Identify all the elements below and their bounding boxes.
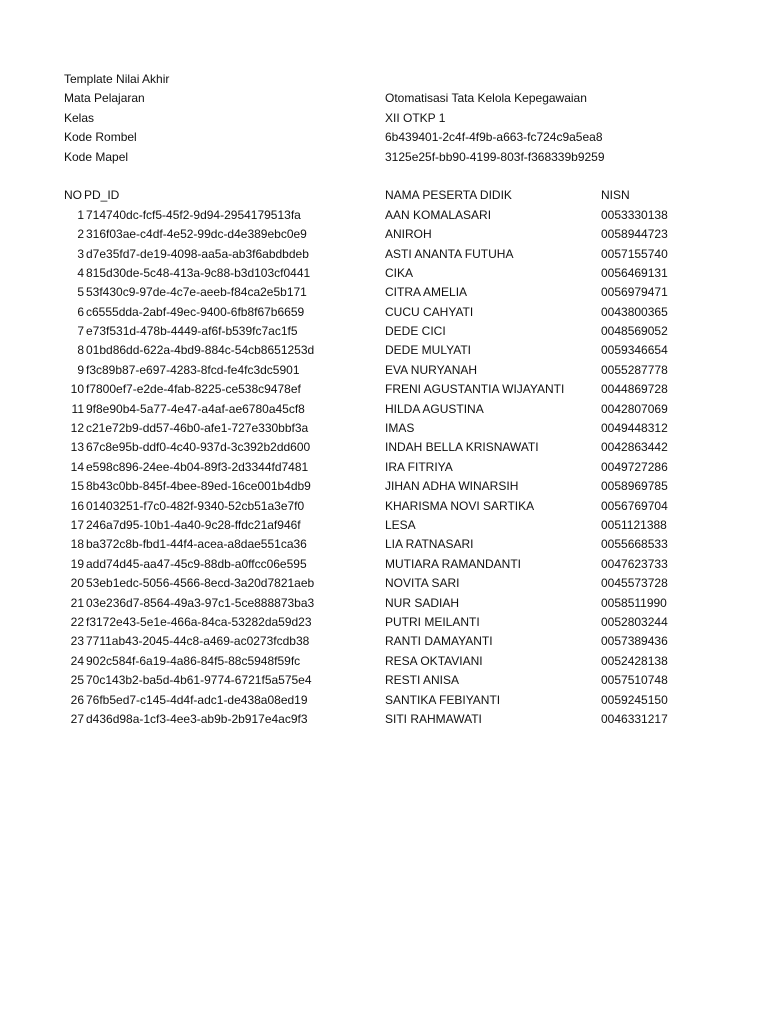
header-no: NO bbox=[64, 188, 82, 203]
cell-no: 2 bbox=[77, 227, 84, 242]
table-row bbox=[0, 341, 768, 360]
cell-student-name: HILDA AGUSTINA bbox=[385, 401, 484, 416]
cell-student-name: RESA OKTAVIANI bbox=[385, 653, 483, 668]
cell-student-name: MUTIARA RAMANDANTI bbox=[385, 556, 522, 571]
cell-pd-id: add74d45-aa47-45c9-88db-a0ffcc06e595 bbox=[86, 556, 307, 571]
cell-student-name: LESA bbox=[385, 517, 416, 532]
cell-no: 22 bbox=[70, 614, 84, 629]
meta-value: 6b439401-2c4f-4f9b-a663-fc724c9a5ea8 bbox=[385, 130, 603, 145]
table-row bbox=[0, 400, 768, 419]
document-title-row bbox=[0, 70, 768, 89]
cell-pd-id: c6555dda-2abf-49ec-9400-6fb8f67b6659 bbox=[86, 304, 305, 319]
cell-student-name: DEDE MULYATI bbox=[385, 343, 472, 358]
cell-student-name: LIA RATNASARI bbox=[385, 537, 474, 552]
cell-no: 18 bbox=[70, 537, 84, 552]
cell-student-name: PUTRI MEILANTI bbox=[385, 614, 480, 629]
cell-no: 15 bbox=[70, 479, 84, 494]
table-row bbox=[0, 516, 768, 535]
cell-nisn: 0057155740 bbox=[601, 246, 668, 261]
cell-no: 21 bbox=[70, 595, 84, 610]
table-row bbox=[0, 303, 768, 322]
meta-row-mapel-code bbox=[0, 148, 768, 167]
cell-student-name: IRA FITRIYA bbox=[385, 459, 453, 474]
table-row bbox=[0, 613, 768, 632]
cell-nisn: 0052803244 bbox=[601, 614, 668, 629]
cell-pd-id: 01403251-f7c0-482f-9340-52cb51a3e7f0 bbox=[86, 498, 305, 513]
cell-student-name: INDAH BELLA KRISNAWATI bbox=[385, 440, 539, 455]
cell-student-name: RANTI DAMAYANTI bbox=[385, 634, 493, 649]
cell-student-name: AAN KOMALASARI bbox=[385, 207, 492, 222]
cell-pd-id: 7711ab43-2045-44c8-a469-ac0273fcdb38 bbox=[86, 634, 310, 649]
cell-nisn: 0044869728 bbox=[601, 382, 668, 397]
cell-pd-id: 714740dc-fcf5-45f2-9d94-2954179513fa bbox=[86, 207, 301, 222]
cell-nisn: 0056769704 bbox=[601, 498, 668, 513]
table-row bbox=[0, 497, 768, 516]
cell-nisn: 0053330138 bbox=[601, 207, 668, 222]
cell-student-name: DEDE CICI bbox=[385, 324, 446, 339]
cell-student-name: NUR SADIAH bbox=[385, 595, 460, 610]
cell-no: 10 bbox=[70, 382, 84, 397]
cell-nisn: 0043800365 bbox=[601, 304, 668, 319]
cell-no: 20 bbox=[70, 576, 84, 591]
cell-nisn: 0058969785 bbox=[601, 479, 668, 494]
table-row bbox=[0, 710, 768, 729]
cell-student-name: IMAS bbox=[385, 421, 415, 436]
table-row bbox=[0, 438, 768, 457]
cell-no: 19 bbox=[70, 556, 84, 571]
cell-no: 7 bbox=[77, 324, 84, 339]
meta-value: XII OTKP 1 bbox=[385, 110, 446, 125]
cell-pd-id: 70c143b2-ba5d-4b61-9774-6721f5a575e4 bbox=[86, 673, 312, 688]
table-row bbox=[0, 574, 768, 593]
cell-student-name: ASTI ANANTA FUTUHA bbox=[385, 246, 514, 261]
cell-nisn: 0059245150 bbox=[601, 692, 668, 707]
table-row bbox=[0, 555, 768, 574]
cell-no: 4 bbox=[77, 265, 84, 280]
cell-no: 17 bbox=[70, 517, 84, 532]
cell-nisn: 0059346654 bbox=[601, 343, 668, 358]
cell-no: 16 bbox=[70, 498, 84, 513]
cell-no: 1 bbox=[77, 207, 84, 222]
cell-pd-id: f7800ef7-e2de-4fab-8225-ce538c9478ef bbox=[86, 382, 301, 397]
cell-nisn: 0042807069 bbox=[601, 401, 668, 416]
cell-student-name: FRENI AGUSTANTIA WIJAYANTI bbox=[385, 382, 565, 397]
meta-row-class bbox=[0, 109, 768, 128]
cell-pd-id: d7e35fd7-de19-4098-aa5a-ab3f6abdbdeb bbox=[86, 246, 309, 261]
table-row bbox=[0, 652, 768, 671]
cell-no: 11 bbox=[71, 401, 84, 416]
table-row bbox=[0, 380, 768, 399]
table-row bbox=[0, 361, 768, 380]
cell-pd-id: ba372c8b-fbd1-44f4-acea-a8dae551ca36 bbox=[86, 537, 307, 552]
cell-no: 23 bbox=[70, 634, 84, 649]
cell-pd-id: c21e72b9-dd57-46b0-afe1-727e330bbf3a bbox=[86, 421, 309, 436]
meta-label: Kode Rombel bbox=[64, 130, 137, 145]
cell-student-name: SANTIKA FEBIYANTI bbox=[385, 692, 501, 707]
cell-no: 24 bbox=[70, 653, 84, 668]
header-student-name: NAMA PESERTA DIDIK bbox=[385, 188, 512, 203]
meta-row-rombel-code bbox=[0, 128, 768, 147]
cell-nisn: 0057510748 bbox=[601, 673, 668, 688]
cell-nisn: 0052428138 bbox=[601, 653, 668, 668]
cell-pd-id: 8b43c0bb-845f-4bee-89ed-16ce001b4db9 bbox=[86, 479, 311, 494]
cell-no: 26 bbox=[70, 692, 84, 707]
table-row bbox=[0, 477, 768, 496]
cell-student-name: CUCU CAHYATI bbox=[385, 304, 474, 319]
table-row bbox=[0, 245, 768, 264]
cell-no: 6 bbox=[77, 304, 84, 319]
table-row bbox=[0, 225, 768, 244]
cell-no: 27 bbox=[70, 711, 84, 726]
cell-pd-id: f3172e43-5e1e-466a-84ca-53282da59d23 bbox=[86, 614, 312, 629]
cell-student-name: EVA NURYANAH bbox=[385, 362, 478, 377]
cell-pd-id: 815d30de-5c48-413a-9c88-b3d103cf0441 bbox=[86, 265, 311, 280]
meta-value: 3125e25f-bb90-4199-803f-f368339b9259 bbox=[385, 149, 605, 164]
cell-no: 9 bbox=[77, 362, 84, 377]
table-row bbox=[0, 535, 768, 554]
cell-pd-id: 902c584f-6a19-4a86-84f5-88c5948f59fc bbox=[86, 653, 301, 668]
cell-nisn: 0058511990 bbox=[601, 595, 667, 610]
table-row bbox=[0, 206, 768, 225]
cell-nisn: 0046331217 bbox=[601, 711, 668, 726]
document-sheet bbox=[0, 70, 768, 729]
table-row bbox=[0, 419, 768, 438]
cell-pd-id: 316f03ae-c4df-4e52-99dc-d4e389ebc0e9 bbox=[86, 227, 307, 242]
table-row bbox=[0, 671, 768, 690]
cell-pd-id: e73f531d-478b-4449-af6f-b539fc7ac1f5 bbox=[86, 324, 298, 339]
table-body bbox=[0, 206, 768, 730]
cell-pd-id: d436d98a-1cf3-4ee3-ab9b-2b917e4ac9f3 bbox=[86, 711, 308, 726]
table-row bbox=[0, 458, 768, 477]
cell-student-name: JIHAN ADHA WINARSIH bbox=[385, 479, 519, 494]
cell-pd-id: f3c89b87-e697-4283-8fcd-fe4fc3dc5901 bbox=[86, 362, 300, 377]
cell-no: 8 bbox=[77, 343, 84, 358]
cell-student-name: NOVITA SARI bbox=[385, 576, 460, 591]
cell-nisn: 0058944723 bbox=[601, 227, 668, 242]
cell-nisn: 0045573728 bbox=[601, 576, 668, 591]
cell-pd-id: 01bd86dd-622a-4bd9-884c-54cb8651253d bbox=[86, 343, 315, 358]
cell-pd-id: 67c8e95b-ddf0-4c40-937d-3c392b2dd600 bbox=[86, 440, 311, 455]
cell-nisn: 0055668533 bbox=[601, 537, 668, 552]
cell-student-name: CIKA bbox=[385, 265, 414, 280]
cell-nisn: 0051121388 bbox=[601, 517, 667, 532]
meta-row-subject bbox=[0, 89, 768, 108]
meta-label: Kode Mapel bbox=[64, 149, 129, 164]
cell-pd-id: 03e236d7-8564-49a3-97c1-5ce888873ba3 bbox=[86, 595, 315, 610]
table-row bbox=[0, 322, 768, 341]
cell-no: 13 bbox=[70, 440, 84, 455]
cell-nisn: 0055287778 bbox=[601, 362, 668, 377]
meta-label: Kelas bbox=[64, 110, 95, 125]
cell-nisn: 0049727286 bbox=[601, 459, 668, 474]
cell-no: 5 bbox=[77, 285, 84, 300]
cell-student-name: RESTI ANISA bbox=[385, 673, 460, 688]
cell-nisn: 0047623733 bbox=[601, 556, 668, 571]
cell-pd-id: 76fb5ed7-c145-4d4f-adc1-de438a08ed19 bbox=[86, 692, 308, 707]
table-row bbox=[0, 264, 768, 283]
cell-pd-id: e598c896-24ee-4b04-89f3-2d3344fd7481 bbox=[86, 459, 309, 474]
cell-pd-id: 53f430c9-97de-4c7e-aeeb-f84ca2e5b171 bbox=[86, 285, 307, 300]
header-nisn: NISN bbox=[601, 188, 630, 203]
cell-no: 12 bbox=[70, 421, 84, 436]
cell-nisn: 0049448312 bbox=[601, 421, 668, 436]
cell-nisn: 0048569052 bbox=[601, 324, 668, 339]
table-row bbox=[0, 594, 768, 613]
meta-label: Mata Pelajaran bbox=[64, 91, 145, 106]
table-row bbox=[0, 691, 768, 710]
meta-value: Otomatisasi Tata Kelola Kepegawaian bbox=[385, 91, 587, 106]
cell-pd-id: 9f8e90b4-5a77-4e47-a4af-ae6780a45cf8 bbox=[86, 401, 305, 416]
table-row bbox=[0, 632, 768, 651]
table-header-row bbox=[0, 186, 768, 205]
cell-nisn: 0042863442 bbox=[601, 440, 668, 455]
cell-nisn: 0057389436 bbox=[601, 634, 668, 649]
table-row bbox=[0, 283, 768, 302]
cell-nisn: 0056979471 bbox=[601, 285, 668, 300]
cell-pd-id: 53eb1edc-5056-4566-8ecd-3a20d7821aeb bbox=[86, 576, 315, 591]
header-pd-id: PD_ID bbox=[84, 188, 120, 203]
document-title: Template Nilai Akhir bbox=[64, 72, 170, 86]
cell-no: 14 bbox=[70, 459, 84, 474]
cell-student-name: SITI RAHMAWATI bbox=[385, 711, 482, 726]
cell-student-name: KHARISMA NOVI SARTIKA bbox=[385, 498, 535, 513]
cell-student-name: ANIROH bbox=[385, 227, 432, 242]
cell-nisn: 0056469131 bbox=[601, 265, 668, 280]
spacer-row bbox=[0, 167, 768, 186]
cell-no: 25 bbox=[70, 673, 84, 688]
cell-no: 3 bbox=[77, 246, 84, 261]
cell-pd-id: 246a7d95-10b1-4a40-9c28-ffdc21af946f bbox=[86, 517, 301, 532]
cell-student-name: CITRA AMELIA bbox=[385, 285, 468, 300]
